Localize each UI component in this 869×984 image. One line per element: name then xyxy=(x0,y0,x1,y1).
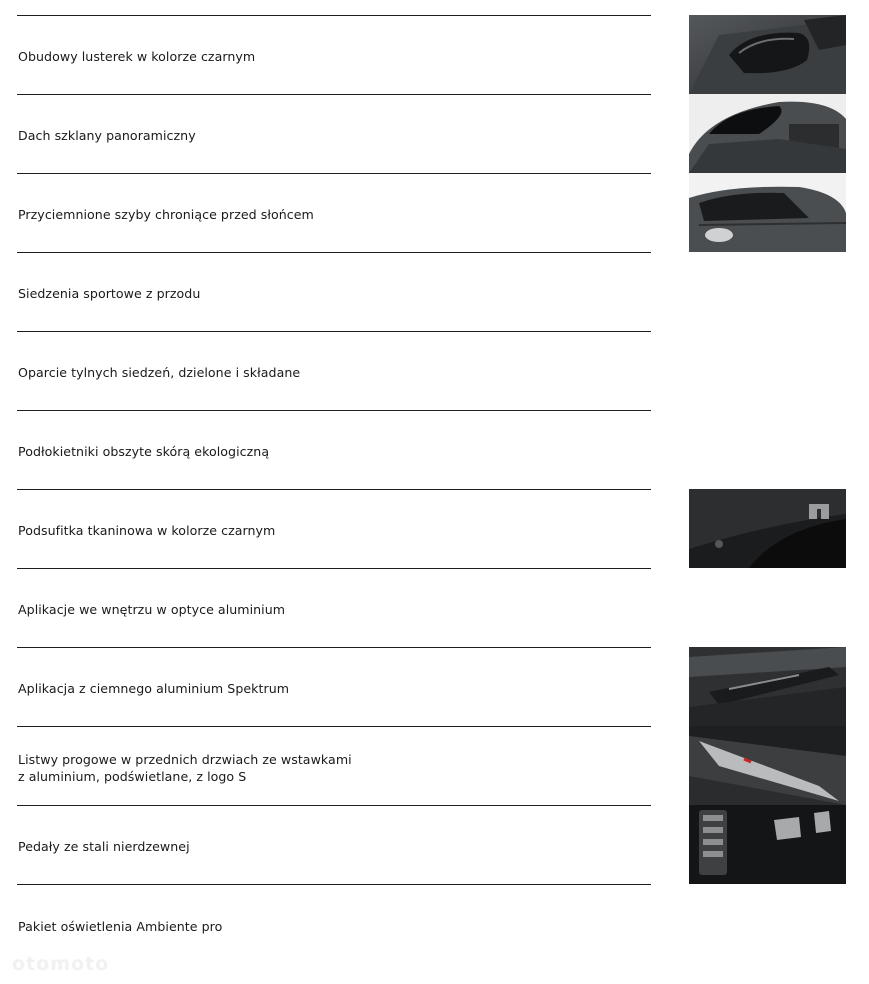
mirror-cap-photo xyxy=(689,15,846,94)
feature-row xyxy=(17,15,651,94)
feature-label: Podsufitka tkaninowa w kolorze czarnym xyxy=(18,523,276,538)
black-headliner-photo xyxy=(689,489,846,568)
feature-row xyxy=(17,173,651,252)
feature-label: Aplikacje we wnętrzu w optyce aluminium xyxy=(18,602,286,617)
panoramic-roof-photo xyxy=(689,94,846,173)
feature-label: Przyciemnione szyby chroniące przed słońcem xyxy=(18,207,314,222)
feature-row xyxy=(17,252,651,331)
feature-list xyxy=(17,15,651,964)
feature-row xyxy=(17,94,651,173)
feature-row xyxy=(17,647,651,726)
dark-aluminium-trim-photo xyxy=(689,647,846,726)
feature-label: Podłokietniki obszyte skórą ekologiczną xyxy=(18,444,270,459)
feature-row xyxy=(17,568,651,647)
pedals-photo xyxy=(689,805,846,884)
door-sill-photo xyxy=(689,726,846,805)
feature-label: Pedały ze stali nierdzewnej xyxy=(18,839,190,854)
feature-label: Oparcie tylnych siedzeń, dzielone i składane xyxy=(18,365,301,380)
feature-row xyxy=(17,884,651,964)
feature-row xyxy=(17,726,651,805)
feature-row xyxy=(17,805,651,884)
feature-row xyxy=(17,410,651,489)
feature-label: Pakiet oświetlenia Ambiente pro xyxy=(18,918,223,934)
feature-label: Dach szklany panoramiczny xyxy=(18,128,196,143)
feature-label: Aplikacja z ciemnego aluminium Spektrum xyxy=(18,681,290,696)
feature-row xyxy=(17,489,651,568)
watermark-logo: otomoto xyxy=(12,953,110,975)
feature-label: Obudowy lusterek w kolorze czarnym xyxy=(18,49,256,64)
feature-label: Listwy progowe w przednich drzwiach ze wstawkami z aluminium, podświetlane, z logo S xyxy=(18,751,352,784)
tinted-windows-photo xyxy=(689,173,846,252)
feature-row xyxy=(17,331,651,410)
feature-label: Siedzenia sportowe z przodu xyxy=(18,286,201,301)
